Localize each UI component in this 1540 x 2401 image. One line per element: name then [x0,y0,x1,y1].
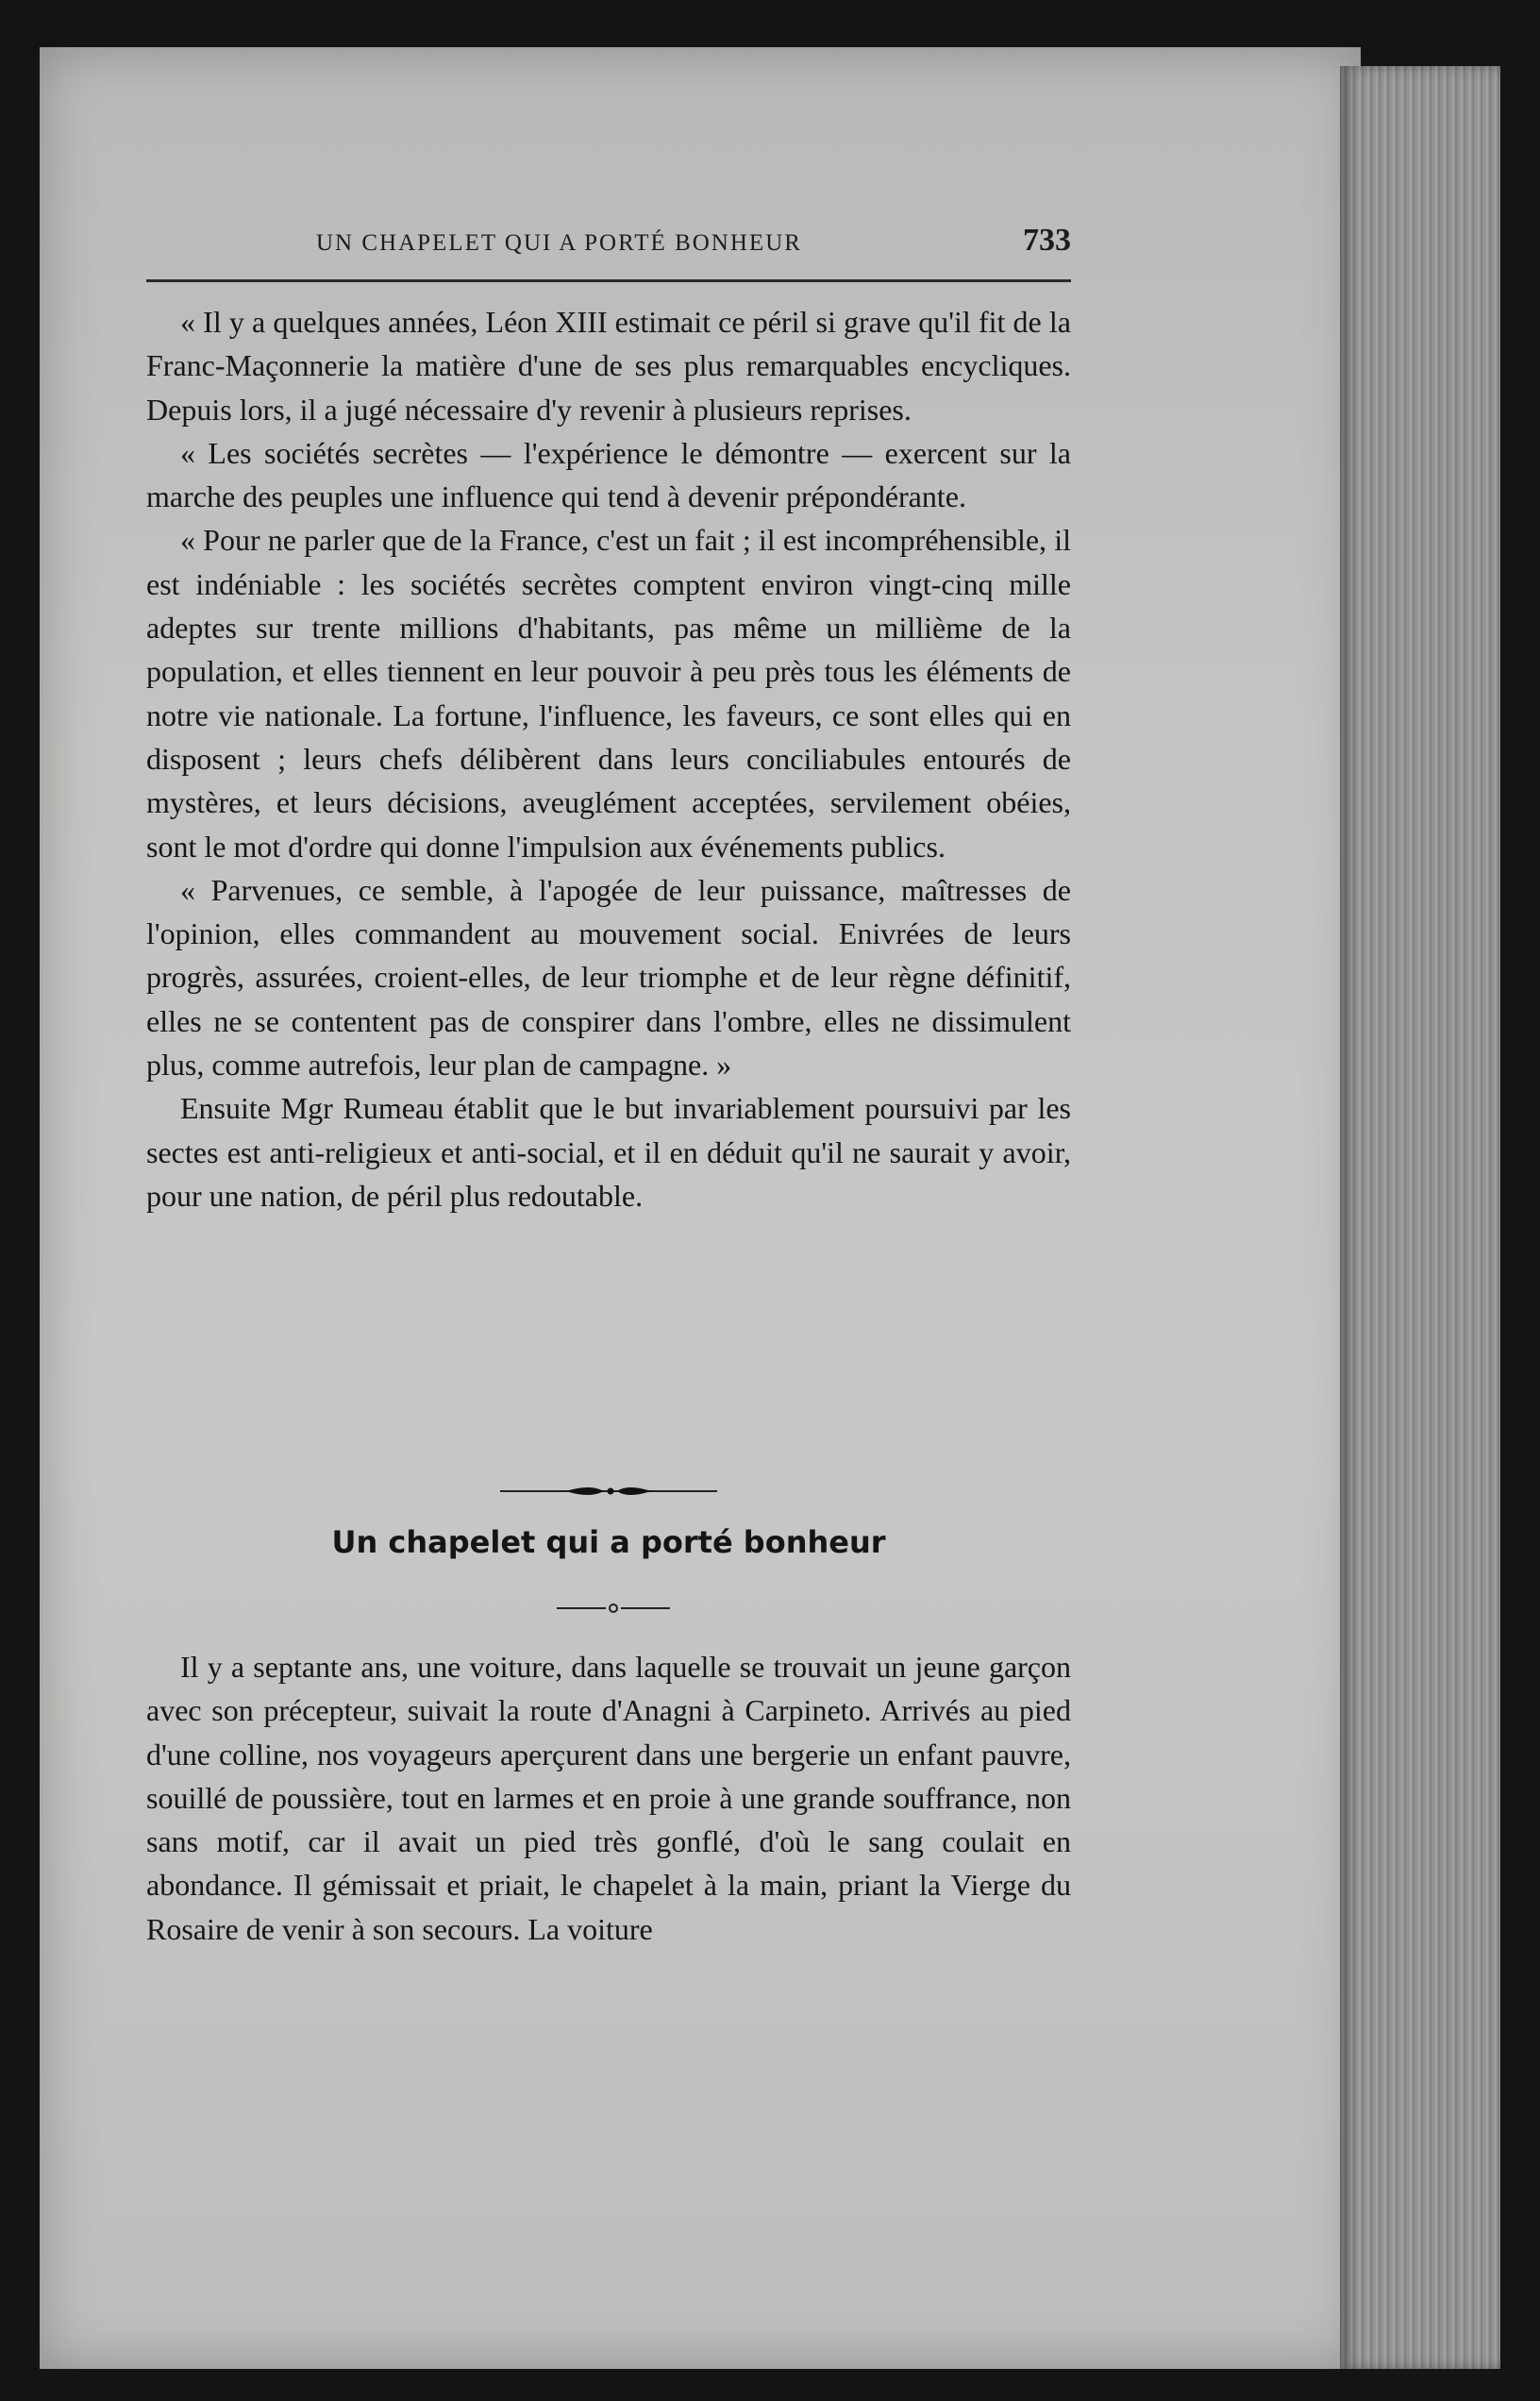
paragraph: Il y a septante ans, une voiture, dans laquelle se trouvait un jeune garçon avec son précepteur, suivait la route d'Anagni à Carpineto. Arrivés au pied d'une colline, nos voyageurs aperçurent dans une bergerie un enfant pauvre, souillé de poussière, tout en larmes et en proie à une grande souffrance, non sans motif, car il avait un pied très gonflé, d'où le sang coulait en abondance. Il gémissait et priait, le chapelet à la main, priant la Vierge du Rosaire de venir à son secours. La voiture [146,1650,1071,1946]
section-ornament [500,1482,717,1501]
page-number: 733 [1023,223,1071,258]
section-body-text [146,1645,1071,1951]
paragraph: « Pour ne parler que de la France, c'est un fait ; il est incompréhensible, il est indéniable : les sociétés secrètes comptent environ vingt-cinq mille adeptes sur trente millions d'habitants, pas même un millième de la population, et elles tiennent en leur pouvoir à peu près tous les éléments de notre vie nationale. La fortune, l'influence, les faveurs, ce sont elles qui en disposent ; leurs chefs délibèrent dans leurs conciliabules entourés de mystères, et leurs décisions, aveuglément acceptées, servilement obéies, sont le mot d'ordre qui donne l'impulsion aux événements publics. [146,523,1071,864]
page-header [146,223,1071,282]
section-title: Un chapelet qui a porté bonheur [331,1524,886,1560]
body-text [146,300,1071,1217]
paragraph: « Il y a quelques années, Léon XIII estimait ce péril si grave qu'il fit de la Franc-Maçonnerie la matière d'une de ses plus remarquables encycliques. Depuis lors, il a jugé nécessaire d'y revenir à plusieurs reprises. [146,305,1071,427]
paragraph: « Parvenues, ce semble, à l'apogée de leur puissance, maîtresses de l'opinion, elles commandent au mouvement social. Enivrées de leurs progrès, assurées, croient-elles, de leur triomphe et de leur règne définitif, elles ne se contentent pas de conspirer dans l'ombre, elles ne dissimulent plus, comme autrefois, leur plan de campagne. » [146,872,1071,1083]
paragraph: « Les sociétés secrètes — l'expérience le démontre — exercent sur la marche des peuples une influence qui tend à devenir prépondérante. [146,435,1071,514]
running-title: UN CHAPELET QUI A PORTÉ BONHEUR [316,230,802,256]
paragraph: Ensuite Mgr Rumeau établit que le but invariablement poursuivi par les sectes est anti-religieux et anti-social, et il en déduit qu'il ne saurait y avoir, pour une nation, de péril plus redoutable. [146,1091,1071,1213]
page-stack-edge [1340,66,1500,2369]
small-rule-divider [557,1601,670,1616]
